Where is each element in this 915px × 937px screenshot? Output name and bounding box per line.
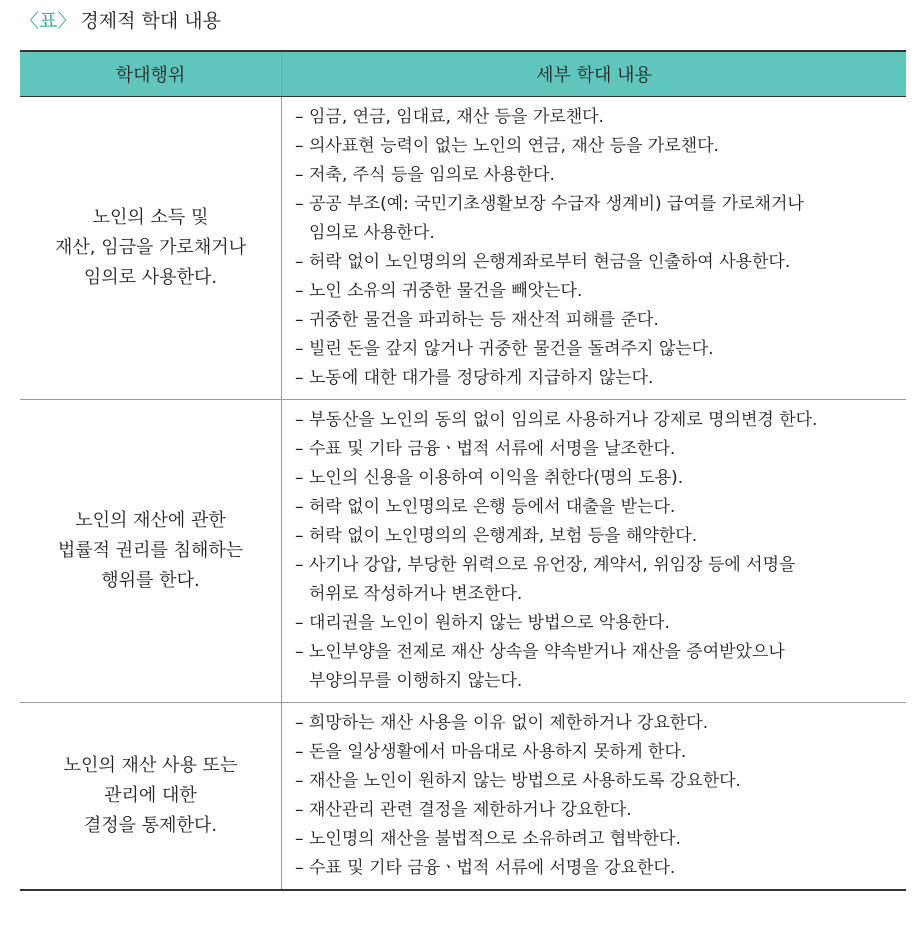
detail-text: 의사표현 능력이 없는 노인의 연금, 재산 등을 가로챈다.: [309, 136, 719, 156]
detail-text: 노동에 대한 대가를 정당하게 지급하지 않는다.: [309, 368, 654, 388]
abuse-behavior-line: 결정을 통제한다.: [83, 815, 218, 836]
detail-list-item: [295, 522, 906, 551]
dash-bullet: –: [295, 555, 304, 575]
detail-text: 공공 부조(예: 국민기초생활보장 수급자 생계비) 급여를 가로채거나 임의로 사용한다.: [309, 194, 804, 243]
detail-list-item: [295, 709, 906, 738]
detail-text: 노인부양을 전제로 재산 상속을 약속받거나 재산을 증여받았으나 부양의무를 이행하지 않는다.: [309, 642, 785, 691]
detail-list-item: [295, 738, 906, 767]
detail-text: 대리권을 노인이 원하지 않는 방법으로 악용한다.: [309, 613, 670, 633]
detail-list-item: [295, 306, 906, 335]
dash-bullet: –: [295, 526, 304, 546]
dash-bullet: –: [295, 136, 304, 156]
detail-text: 부동산을 노인의 동의 없이 임의로 사용하거나 강제로 명의변경 한다.: [309, 410, 818, 430]
dash-bullet: –: [295, 800, 304, 820]
abuse-table: [20, 50, 906, 891]
table-row: [20, 703, 906, 889]
detail-list-item: [295, 335, 906, 364]
detail-text: 노인 소유의 귀중한 물건을 빼앗는다.: [309, 281, 583, 301]
dash-bullet: –: [295, 339, 304, 359]
detail-text: 사기나 강압, 부당한 위력으로 유언장, 계약서, 위임장 등에 서명을 허위로 작성하거나 변조한다.: [309, 555, 796, 604]
detail-list-item: [295, 854, 906, 883]
abuse-details-cell: [282, 400, 906, 702]
detail-text: 돈을 일상생활에서 마음대로 사용하지 못하게 한다.: [309, 742, 687, 762]
abuse-details-cell: [282, 97, 906, 399]
dash-bullet: –: [295, 497, 304, 517]
abuse-behavior-line: 법률적 권리를 침해하는: [57, 540, 244, 561]
abuse-behavior-cell: [20, 703, 282, 889]
detail-text: 수표 및 기타 금융ㆍ법적 서류에 서명을 강요한다.: [309, 858, 676, 878]
abuse-behavior-line: 관리에 대한: [104, 785, 197, 806]
detail-list-item: [295, 248, 906, 277]
abuse-behavior-line: 노인의 재산 사용 또는: [63, 755, 238, 776]
abuse-behavior-line: 노인의 소득 및: [92, 207, 209, 228]
dash-bullet: –: [295, 310, 304, 330]
dash-bullet: –: [295, 107, 304, 127]
detail-list-item: [295, 406, 906, 435]
detail-list-item: [295, 638, 906, 696]
table-caption: [20, 6, 221, 36]
dash-bullet: –: [295, 858, 304, 878]
detail-list-item: [295, 277, 906, 306]
header-abuse-details: 세부 학대 내용: [536, 65, 652, 86]
caption-title: 경제적 학대 내용: [80, 10, 221, 32]
detail-list-item: [295, 767, 906, 796]
dash-bullet: –: [295, 410, 304, 430]
detail-list-item: [295, 609, 906, 638]
table-row: [20, 97, 906, 400]
detail-text: 재산을 노인이 원하지 않는 방법으로 사용하도록 강요한다.: [309, 771, 741, 791]
detail-list-item: [295, 796, 906, 825]
detail-text: 빌린 돈을 갚지 않거나 귀중한 물건을 돌려주지 않는다.: [309, 339, 714, 359]
dash-bullet: –: [295, 613, 304, 633]
dash-bullet: –: [295, 771, 304, 791]
detail-list-item: [295, 464, 906, 493]
abuse-behavior-line: 노인의 재산에 관한: [75, 510, 226, 531]
dash-bullet: –: [295, 468, 304, 488]
detail-text: 임금, 연금, 임대료, 재산 등을 가로챈다.: [309, 107, 604, 127]
detail-text: 허락 없이 노인명의의 은행계좌, 보험 등을 해약한다.: [309, 526, 698, 546]
table-body: [20, 97, 906, 889]
detail-list-item: [295, 161, 906, 190]
detail-list-item: [295, 551, 906, 609]
dash-bullet: –: [295, 368, 304, 388]
detail-text: 저축, 주식 등을 임의로 사용한다.: [309, 165, 555, 185]
dash-bullet: –: [295, 829, 304, 849]
abuse-details-cell: [282, 703, 906, 889]
abuse-behavior-line: 재산, 임금을 가로채거나: [54, 237, 247, 258]
abuse-behavior-line: 임의로 사용한다.: [83, 267, 218, 288]
detail-text: 수표 및 기타 금융ㆍ법적 서류에 서명을 날조한다.: [309, 439, 676, 459]
detail-list-item: [295, 103, 906, 132]
dash-bullet: –: [295, 642, 304, 662]
detail-list-item: [295, 190, 906, 248]
table-row: [20, 400, 906, 703]
abuse-behavior-cell: [20, 97, 282, 399]
abuse-behavior-line: 행위를 한다.: [101, 570, 200, 591]
detail-text: 노인의 신용을 이용하여 이익을 취한다(명의 도용).: [309, 468, 684, 488]
detail-text: 희망하는 재산 사용을 이유 없이 제한하거나 강요한다.: [309, 713, 709, 733]
detail-list-item: [295, 132, 906, 161]
dash-bullet: –: [295, 281, 304, 301]
abuse-behavior-cell: [20, 400, 282, 702]
detail-text: 허락 없이 노인명의의 은행계좌로부터 현금을 인출하여 사용한다.: [309, 252, 791, 272]
dash-bullet: –: [295, 439, 304, 459]
detail-text: 노인명의 재산을 불법적으로 소유하려고 협박한다.: [309, 829, 681, 849]
dash-bullet: –: [295, 194, 304, 214]
detail-list-item: [295, 435, 906, 464]
caption-tag: 〈표〉: [20, 10, 77, 32]
detail-text: 귀중한 물건을 파괴하는 등 재산적 피해를 준다.: [309, 310, 659, 330]
table-header: [20, 52, 906, 97]
dash-bullet: –: [295, 742, 304, 762]
detail-text: 허락 없이 노인명의로 은행 등에서 대출을 받는다.: [309, 497, 676, 517]
dash-bullet: –: [295, 252, 304, 272]
detail-list-item: [295, 493, 906, 522]
dash-bullet: –: [295, 713, 304, 733]
detail-text: 재산관리 관련 결정을 제한하거나 강요한다.: [309, 800, 632, 820]
dash-bullet: –: [295, 165, 304, 185]
detail-list-item: [295, 364, 906, 393]
detail-list-item: [295, 825, 906, 854]
header-abuse-behavior: 학대행위: [20, 52, 282, 96]
